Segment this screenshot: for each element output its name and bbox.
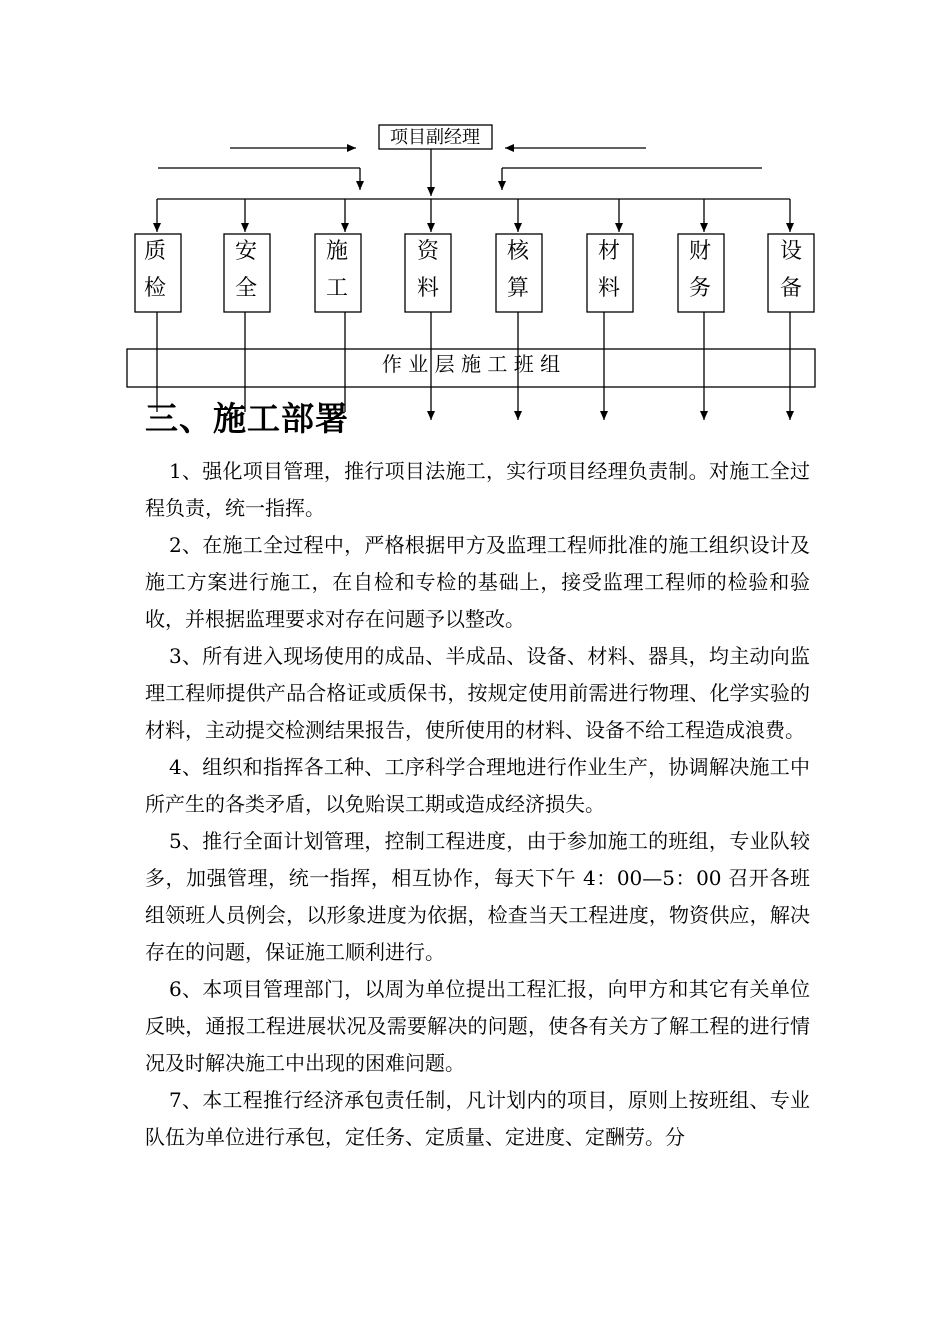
body-text: [145, 453, 810, 1156]
dept-accounting-line2: 算: [506, 276, 530, 301]
bottom-bar-label: 作 业 层 施 工 班 组: [381, 352, 561, 376]
org-chart: [0, 0, 950, 440]
dept-documents-line1: 资: [416, 239, 440, 264]
dept-construction-line2: 工: [325, 276, 349, 301]
paragraph-6: 6、本项目管理部门，以周为单位提出工程汇报，向甲方和其它有关单位反映，通报工程进展状况及需要解决的问题，使各有关方了解工程的进行情况及时解决施工中出现的困难问题。: [145, 977, 810, 1075]
dept-documents-line2: 料: [416, 276, 440, 301]
dept-materials-line2: 料: [597, 276, 621, 301]
paragraph-3: 3、所有进入现场使用的成品、半成品、设备、材料、器具，均主动向监理工程师提供产品合格证或质保书，按规定使用前需进行物理、化学实验的材料，主动提交检测结果报告，使所使用的材料、设备不给工程造成浪费。: [145, 644, 810, 742]
section-heading: 三、施工部署: [145, 399, 349, 438]
dept-finance-line1: 财: [688, 239, 712, 264]
dept-quality-line2: 检: [143, 276, 167, 301]
dept-construction-line1: 施: [325, 239, 349, 264]
dept-equipment-line1: 设: [779, 239, 803, 264]
paragraph-2: 2、在施工全过程中，严格根据甲方及监理工程师批准的施工组织设计及施工方案进行施工，在自检和专检的基础上，接受监理工程师的检验和验收，并根据监理要求对存在问题予以整改。: [145, 533, 810, 631]
dept-quality-line1: 质: [143, 239, 167, 264]
dept-safety-line2: 全: [234, 276, 258, 301]
dept-finance-line2: 务: [688, 276, 712, 301]
paragraph-7: 7、本工程推行经济承包责任制，凡计划内的项目，原则上按班组、专业队伍为单位进行承包，定任务、定质量、定进度、定酬劳。分: [145, 1088, 810, 1149]
dept-materials-line1: 材: [597, 239, 621, 264]
paragraph-1: 1、强化项目管理，推行项目法施工，实行项目经理负责制。对施工全过程负责，统一指挥。: [145, 459, 810, 520]
top-box-label: 项目副经理: [390, 127, 480, 148]
dept-equipment-line2: 备: [779, 276, 803, 301]
paragraph-4: 4、组织和指挥各工种、工序科学合理地进行作业生产，协调解决施工中所产生的各类矛盾，以免贻误工期或造成经济损失。: [145, 755, 810, 816]
paragraph-5: 5、推行全面计划管理，控制工程进度，由于参加施工的班组，专业队较多，加强管理，统一指挥，相互协作，每天下午 4：00—5：00 召开各班组领班人员例会，以形象进度为依据，检查当天工程进度，物资供应，解决存在的问题，保证施工顺利进行。: [145, 829, 810, 964]
dept-safety-line1: 安: [234, 239, 258, 264]
dept-accounting-line1: 核: [506, 239, 530, 264]
